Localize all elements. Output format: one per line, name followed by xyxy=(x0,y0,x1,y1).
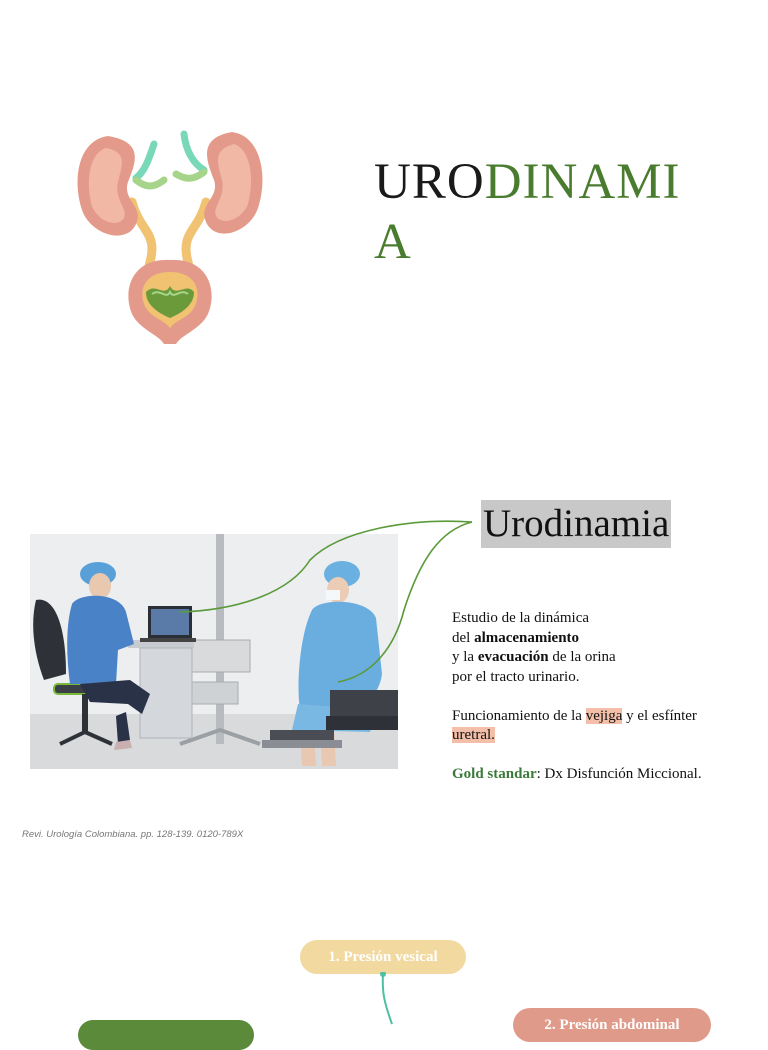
urinary-system-illustration xyxy=(70,122,270,352)
mindmap-node-abdominal-pressure: 2. Presión abdominal xyxy=(513,1008,711,1042)
storage-term: almacenamiento xyxy=(474,629,580,646)
cover-title-part2: DINAMI xyxy=(484,154,681,210)
desc-line-3 xyxy=(452,648,752,668)
desc-line-3-post: de la orina xyxy=(548,649,616,665)
gold-standard-text: : Dx Disfunción Miccional. xyxy=(536,766,702,782)
cover-title-part1: URO xyxy=(374,154,485,210)
function-pre: Funcionamiento de la xyxy=(452,707,586,724)
urethral-highlight: uretral. xyxy=(452,727,495,743)
gold-standard-line xyxy=(452,765,752,785)
desc-line-4 xyxy=(452,668,752,688)
bladder-highlight: vejiga xyxy=(585,707,623,724)
desc-line-4-text: por el tracto urinario. xyxy=(452,668,580,685)
cover-title-part3: A xyxy=(374,214,412,270)
cover-title xyxy=(374,152,704,272)
desc-line-2 xyxy=(452,629,752,649)
function-line-2 xyxy=(452,726,752,746)
section-title: Urodinamia xyxy=(481,500,671,548)
gold-standard-label: Gold standar xyxy=(452,766,537,782)
description-block xyxy=(452,609,752,785)
function-line xyxy=(452,707,752,727)
desc-line-3-text: y la xyxy=(452,649,478,665)
citation: Revi. Urología Colombiana. pp. 128-139. 0120-789X xyxy=(22,829,244,840)
desc-line-1-text: Estudio de la dinámica xyxy=(452,610,590,626)
function-mid: y el esfínter xyxy=(622,707,697,724)
desc-line-2-text: del xyxy=(452,629,475,646)
mindmap-connector xyxy=(370,972,410,1032)
mindmap-node-green xyxy=(78,1020,254,1050)
desc-line-1 xyxy=(452,609,752,629)
mindmap-node-vesical-pressure: 1. Presión vesical xyxy=(300,940,466,974)
voiding-term: evacuación xyxy=(477,649,549,665)
